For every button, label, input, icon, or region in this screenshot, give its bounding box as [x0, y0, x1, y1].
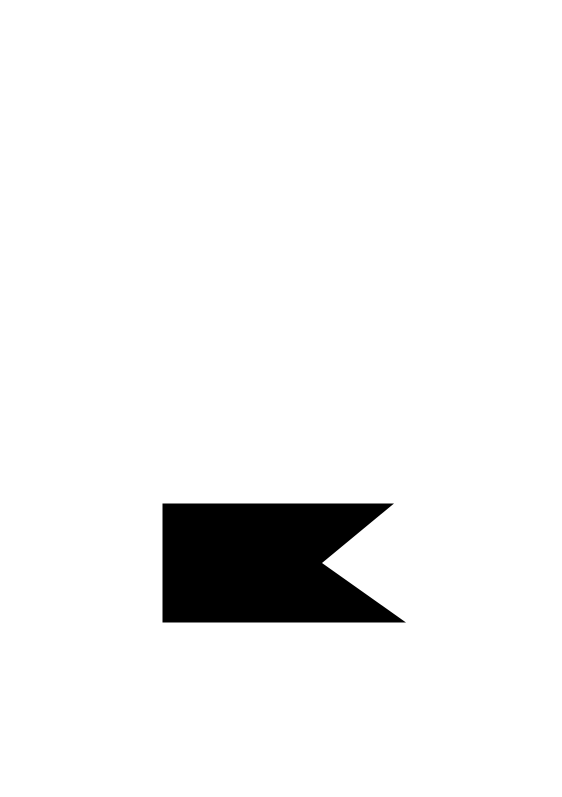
city-flag-image — [162, 503, 407, 623]
flag-bottom-stripe — [163, 563, 407, 623]
flag-top-stripe — [163, 504, 395, 564]
